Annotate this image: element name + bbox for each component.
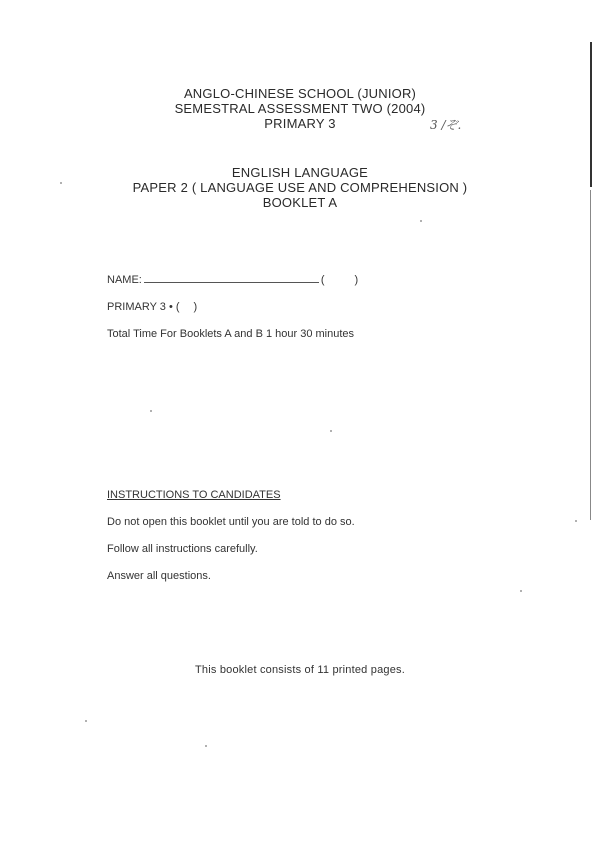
scan-speck (420, 220, 422, 222)
register-close-paren: ) (354, 274, 359, 286)
class-close-paren: ) (193, 301, 198, 313)
total-time: Total Time For Booklets A and B 1 hour 30 minutes (107, 328, 355, 340)
scan-speck (150, 410, 152, 412)
school-name: ANGLO-CHINESE SCHOOL (JUNIOR) (183, 86, 417, 101)
name-label: NAME: (107, 274, 142, 286)
register-open-paren: ( (320, 274, 325, 286)
name-field (107, 272, 358, 286)
name-blank-line (144, 272, 319, 283)
booklet-title: BOOKLET A (262, 195, 338, 210)
class-label: PRIMARY 3 • ( (107, 301, 180, 313)
instructions-heading: INSTRUCTIONS TO CANDIDATES (107, 489, 281, 501)
scan-speck (85, 720, 87, 722)
pages-note: This booklet consists of 11 printed pages. (195, 664, 405, 676)
scan-edge-mark-faint (590, 190, 591, 520)
subject-name: ENGLISH LANGUAGE (231, 165, 369, 180)
handwritten-note: 3 /ぞ. (430, 118, 462, 132)
class-field (107, 301, 197, 313)
scan-speck (520, 590, 522, 592)
paper-title: PAPER 2 ( LANGUAGE USE AND COMPREHENSION ) (132, 180, 468, 195)
scan-speck (575, 520, 577, 522)
instruction-item: Follow all instructions carefully. (107, 543, 258, 555)
scan-speck (205, 745, 207, 747)
instruction-item: Do not open this booklet until you are told to do so. (107, 516, 355, 528)
instruction-item: Answer all questions. (107, 570, 211, 582)
level-title: PRIMARY 3 (264, 116, 336, 131)
assessment-title: SEMESTRAL ASSESSMENT TWO (2004) (174, 101, 426, 116)
scan-speck (330, 430, 332, 432)
scan-speck (60, 182, 62, 184)
